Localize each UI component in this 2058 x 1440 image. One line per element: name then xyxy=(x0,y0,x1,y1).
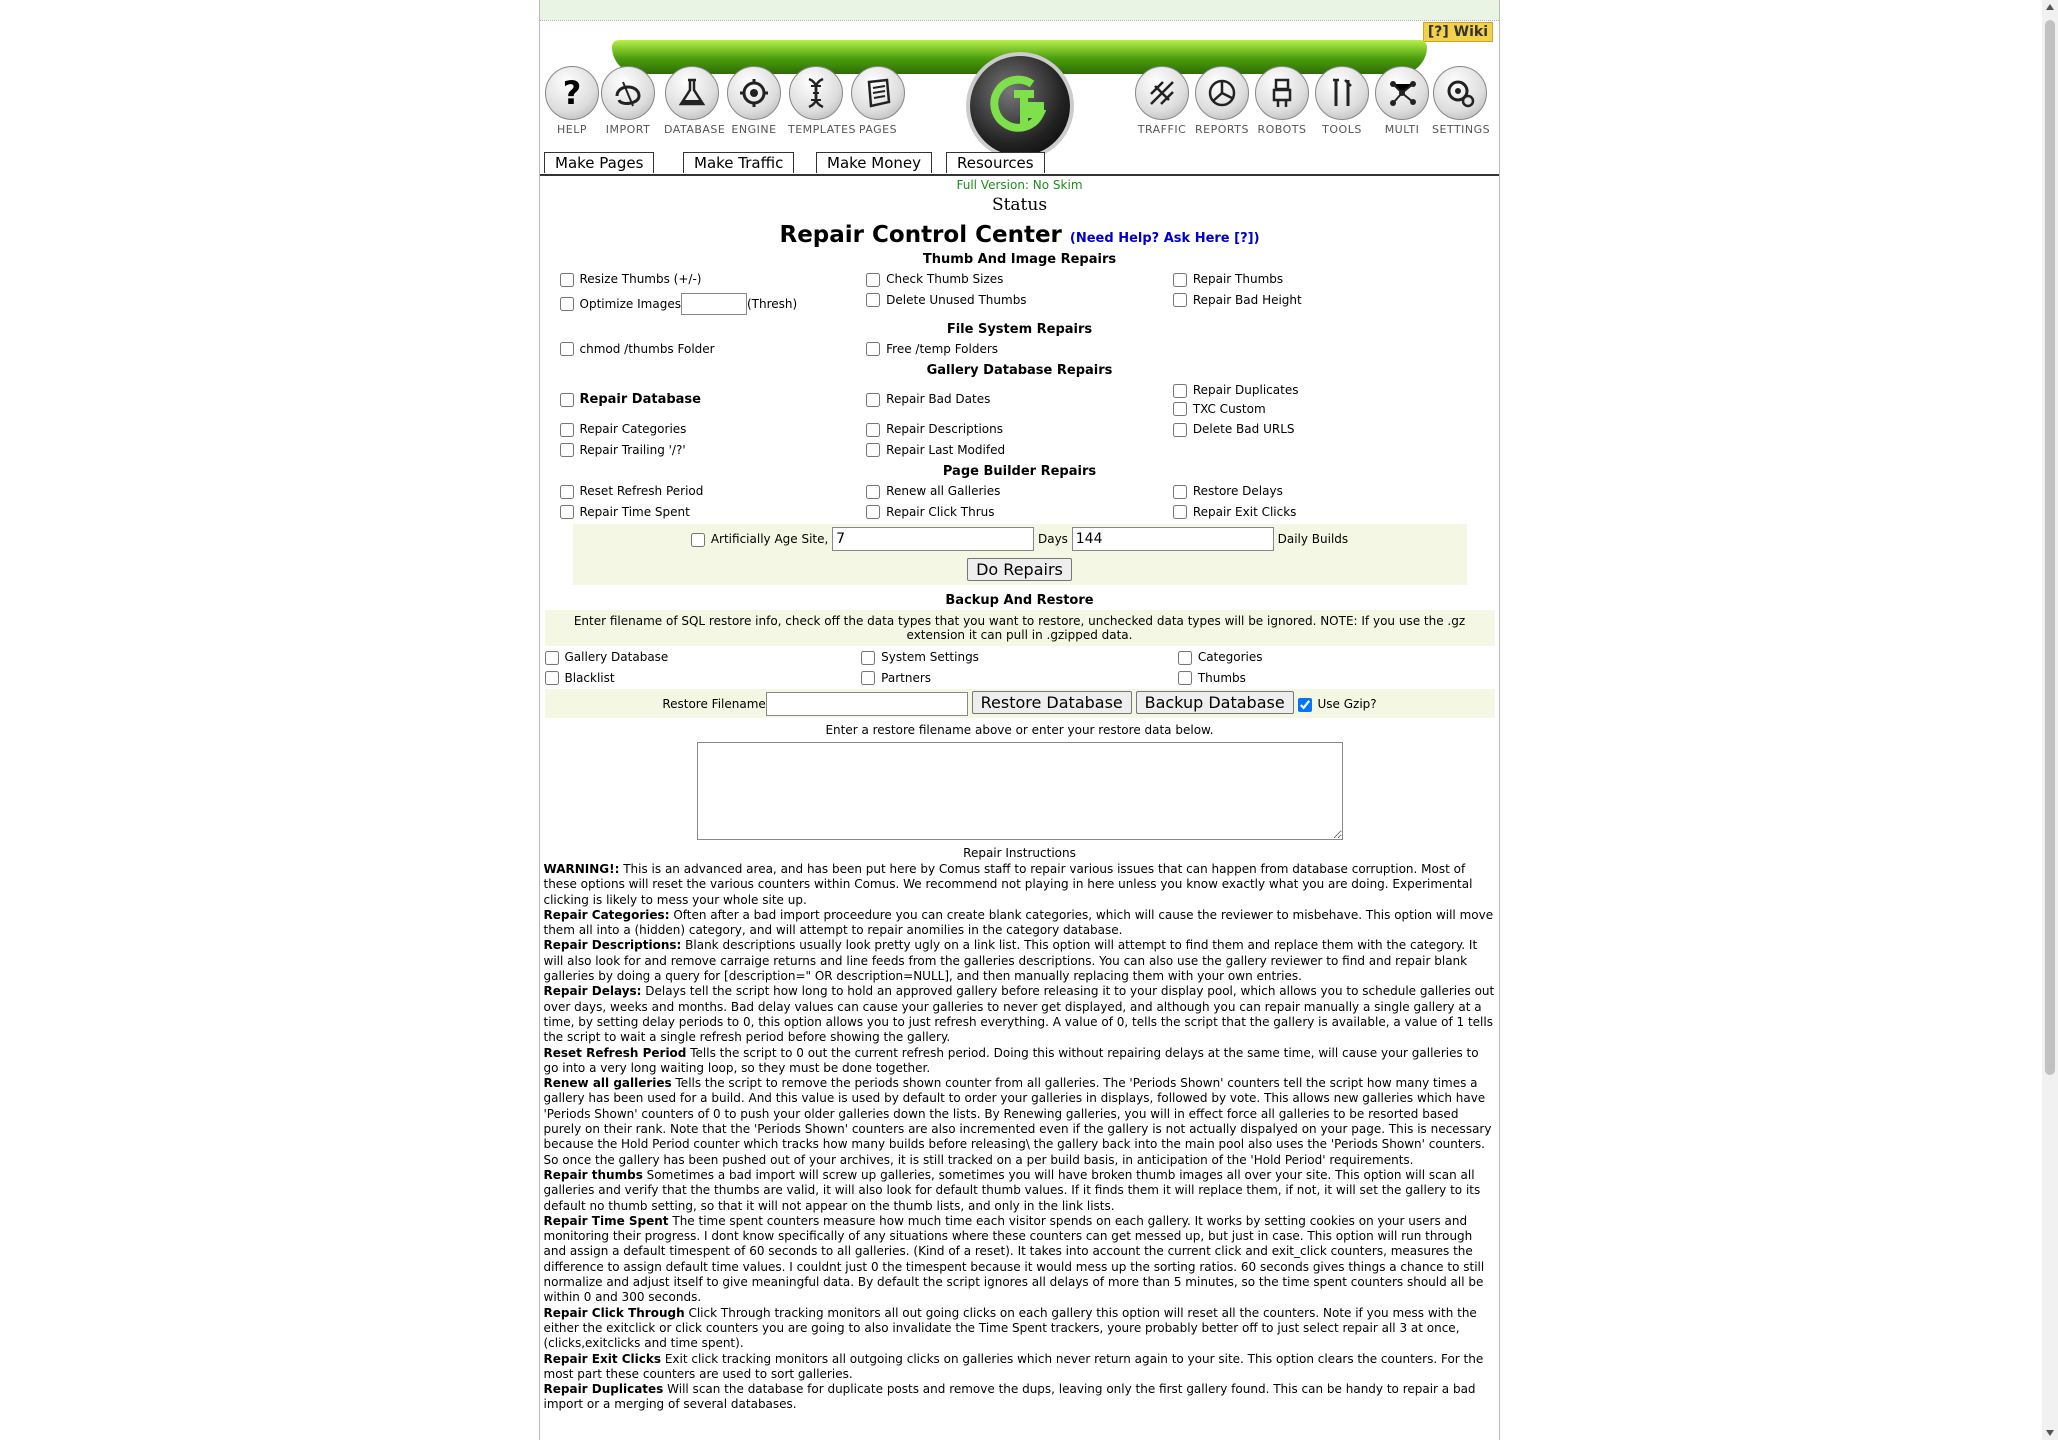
age-days-input[interactable] xyxy=(832,527,1034,551)
nav-templates[interactable]: TEMPLATES xyxy=(788,66,844,136)
optimize-images-label: Optimize Images xyxy=(579,296,681,311)
thumb-repairs-grid xyxy=(560,269,1480,318)
top-divider xyxy=(540,20,1499,21)
free-temp-checkbox[interactable] xyxy=(866,342,880,356)
repair-categories-checkbox[interactable] xyxy=(560,423,574,437)
check-thumb-sizes-label: Check Thumb Sizes xyxy=(886,272,1004,286)
free-temp-label: Free /temp Folders xyxy=(886,341,999,356)
instruction-item: Repair Delays: Delays tell the script how long to hold an approved gallery before releasing it to your display pool, which allows you to schedule galleries out over days, weeks and months. Bad delay values can cause your galleries to never get displayed, and although you can repair manually a single gallery at a time, by setting delay periods to 0, this option allows you to just refresh everything. A value of 0, tells the script that the gallery is available, a value of 1 tells the script to wait a single refresh period before showing the gallery. xyxy=(543,984,1495,1045)
do-repairs-button[interactable]: Do Repairs xyxy=(967,558,1072,581)
chmod-thumbs-label: chmod /thumbs Folder xyxy=(579,341,715,356)
tools-icon xyxy=(1325,76,1359,110)
daily-builds-input[interactable] xyxy=(1072,527,1274,551)
section-thumb-repairs: Thumb And Image Repairs xyxy=(922,252,1117,267)
nav-engine[interactable]: ENGINE xyxy=(726,66,782,136)
reset-refresh-checkbox[interactable] xyxy=(560,485,574,499)
main-tabs xyxy=(540,150,1499,176)
nav-traffic[interactable]: TRAFFIC xyxy=(1134,66,1190,136)
use-gzip-label: Use Gzip? xyxy=(1317,697,1377,711)
gallery-repairs-grid xyxy=(560,380,1480,460)
section-gallery-repairs: Gallery Database Repairs xyxy=(926,363,1113,378)
nav-reports[interactable]: REPORTS xyxy=(1194,66,1250,136)
blacklist-checkbox[interactable] xyxy=(545,671,559,685)
repair-click-thrus-checkbox[interactable] xyxy=(866,505,880,519)
nav-settings[interactable]: SETTINGS xyxy=(1432,66,1488,136)
gallery-database-label: Gallery Database xyxy=(564,650,669,664)
nav-tools[interactable]: TOOLS xyxy=(1314,66,1370,136)
section-pagebuilder-repairs: Page Builder Repairs xyxy=(942,464,1097,479)
system-settings-label: System Settings xyxy=(881,650,979,664)
flask-icon xyxy=(675,76,709,110)
fs-repairs-grid xyxy=(560,339,1480,360)
categories-label: Categories xyxy=(1197,650,1263,664)
repair-last-modified-label: Repair Last Modifed xyxy=(886,442,1006,457)
thumbs-checkbox[interactable] xyxy=(1178,671,1192,685)
traffic-icon xyxy=(1145,76,1179,110)
restore-bar xyxy=(545,689,1495,718)
instruction-item: Reset Refresh Period Tells the script to 0 out the current refresh period. Doing this without repairing delays at the same time, will cause your galleries to go into a very long waiting loop, so they must be done together. xyxy=(543,1045,1479,1075)
page-frame xyxy=(539,0,1500,1440)
instruction-item: Repair Descriptions: Blank descriptions usually look pretty ugly on a link list. This option will attempt to find them and replace them with the category. It will also look for and remove carraige returns and line feeds from the galleries descriptions. You can also use the gallery reviewer to find and repair blank galleries by doing a query for [description=" OR description=NULL], and then manually replacing them with your own entries. xyxy=(543,938,1478,984)
repair-bad-height-checkbox[interactable] xyxy=(1173,293,1187,307)
section-fs-repairs: File System Repairs xyxy=(946,321,1093,337)
section-backup: Backup And Restore xyxy=(945,593,1094,608)
restore-filename-label: Restore Filename xyxy=(662,697,766,711)
txc-custom-label: TXC Custom xyxy=(1192,401,1266,416)
scroll-up-icon[interactable] xyxy=(2046,4,2054,10)
instructions-list xyxy=(544,862,1496,1413)
instruction-item: Repair Duplicates Will scan the database for duplicate posts and remove the dups, leaving only the first gallery found. This can be handy to repair a bad import or a merging of several databases. xyxy=(543,1382,1476,1412)
use-gzip-checkbox[interactable] xyxy=(1298,698,1312,712)
pagebuilder-repairs-grid xyxy=(560,481,1480,522)
nav-pages[interactable]: PAGES xyxy=(850,66,906,136)
scrollbar-thumb[interactable] xyxy=(2045,20,2055,1075)
wiki-link[interactable]: [?] Wiki xyxy=(1423,22,1493,42)
tab-make-traffic[interactable]: Make Traffic xyxy=(683,152,794,173)
days-label: Days xyxy=(1037,532,1068,546)
resize-thumbs-checkbox[interactable] xyxy=(560,273,574,287)
blacklist-label: Blacklist xyxy=(564,670,615,685)
restore-filename-input[interactable] xyxy=(766,692,968,716)
age-site-checkbox[interactable] xyxy=(691,533,705,547)
age-site-label: Artificially Age Site, xyxy=(710,532,829,546)
nav-multi[interactable]: MULTI xyxy=(1374,66,1430,136)
settings-icon xyxy=(1443,76,1477,110)
optimize-images-checkbox[interactable] xyxy=(560,297,574,311)
repair-bad-dates-checkbox[interactable] xyxy=(866,393,880,407)
daily-builds-label: Daily Builds xyxy=(1277,532,1349,546)
repair-descriptions-checkbox[interactable] xyxy=(866,423,880,437)
tab-make-money[interactable]: Make Money xyxy=(816,152,932,173)
chmod-thumbs-checkbox[interactable] xyxy=(560,342,574,356)
repair-database-label: Repair Database xyxy=(579,392,701,407)
repair-content xyxy=(540,218,1499,1413)
renew-galleries-checkbox[interactable] xyxy=(866,485,880,499)
import-icon xyxy=(611,76,645,110)
repair-thumbs-checkbox[interactable] xyxy=(1173,273,1187,287)
logo[interactable] xyxy=(970,56,1070,156)
repair-trailing-checkbox[interactable] xyxy=(560,443,574,457)
gallery-database-checkbox[interactable] xyxy=(545,651,559,665)
repair-thumbs-label: Repair Thumbs xyxy=(1192,272,1284,286)
instruction-item: Renew all galleries Tells the script to remove the periods shown counter from all galleries. The 'Periods Shown' counters tell the script how many times a gallery has been used for a build. And this value is used by default to order your galleries in displays, followed by vote. This allows new galleries which have 'Periods Shown' counters of 0 to push your older galleries down the lists. By Renewing galleries, you will in effect force all galleries to be resorted based purely on their rank. Note that the 'Periods Shown' counters are also incremented even if the gallery is not actually dispalyed on your page. This is necessary because the Hold Period counter which tracks how many builds before releasing\ the gallery back into the main pool also uses the 'Periods Shown' counters. So once the gallery has been pushed out of your archives, it is still tracked on a per build basis, in anticipation of the 'Hold Period' requirements. xyxy=(543,1076,1492,1167)
instruction-item: Repair Time Spent The time spent counters measure how much time each visitor spends on each gallery. It works by setting cookies on your users and monitoring their progress. I dont know specifically of any situations where these counters can get messed up, but just in case. This option will run through and assign a default timespent of 60 seconds to all galleries. (Kind of a reset). It takes into account the current click and exit_click counters, measures the difference to assign default time values. I couldnt just 0 the timespent because it would mess up the sorting ratios. 60 seconds gives things a chance to still normalize and adjust itself to give meaningful data. By default the script ignores all delays of more than 5 minutes, so the time spent counters should all be within 0 and 300 seconds. xyxy=(543,1213,1485,1305)
network-icon xyxy=(1385,76,1419,110)
instructions-title: Repair Instructions xyxy=(963,846,1076,860)
delete-bad-urls-checkbox[interactable] xyxy=(1173,423,1187,437)
check-thumb-sizes-checkbox[interactable] xyxy=(866,273,880,287)
partners-label: Partners xyxy=(881,670,932,685)
thresh-input[interactable] xyxy=(681,293,747,315)
delete-unused-thumbs-label: Delete Unused Thumbs xyxy=(886,292,1027,307)
logo-icon xyxy=(988,74,1052,138)
repair-time-spent-checkbox[interactable] xyxy=(560,505,574,519)
delete-bad-urls-label: Delete Bad URLS xyxy=(1192,422,1295,436)
repair-categories-label: Repair Categories xyxy=(579,422,687,436)
repair-time-spent-label: Repair Time Spent xyxy=(579,504,690,519)
robot-icon xyxy=(1265,76,1299,110)
repair-exit-clicks-checkbox[interactable] xyxy=(1173,505,1187,519)
top-band xyxy=(540,0,1499,20)
resize-thumbs-label: Resize Thumbs (+/-) xyxy=(579,272,702,286)
repair-trailing-label: Repair Trailing '/?' xyxy=(579,442,686,457)
repair-duplicates-label: Repair Duplicates xyxy=(1192,383,1299,397)
pages-icon xyxy=(861,76,895,110)
nav-import[interactable]: IMPORT xyxy=(600,66,656,136)
restore-delays-checkbox[interactable] xyxy=(1173,485,1187,499)
age-site-bar xyxy=(573,524,1467,554)
backup-types-grid xyxy=(545,646,1495,687)
page-title xyxy=(540,222,1499,248)
restore-database-button[interactable]: Restore Database xyxy=(972,691,1132,714)
instruction-item: WARNING!: This is an advanced area, and has been put here by Comus staff to repair various issues that can happen from database corruption. Most of these options will reset the various counters within Comus. We recommend not playing in here unless you know exactly what you are doing. Experimental clicking is likely to mess your whole site up. xyxy=(543,862,1473,907)
repair-title: Repair Control Center xyxy=(779,222,1062,248)
partners-checkbox[interactable] xyxy=(861,671,875,685)
repair-database-checkbox[interactable] xyxy=(560,393,574,407)
restore-delays-label: Restore Delays xyxy=(1192,484,1283,498)
nav-help[interactable]: ? HELP xyxy=(544,66,600,136)
reports-icon xyxy=(1205,76,1239,110)
tab-make-pages[interactable]: Make Pages xyxy=(544,152,654,173)
status-heading: Status xyxy=(991,195,1048,215)
system-settings-checkbox[interactable] xyxy=(861,651,875,665)
repair-exit-clicks-label: Repair Exit Clicks xyxy=(1192,504,1297,519)
question-icon: ? xyxy=(562,74,582,112)
repair-bad-dates-label: Repair Bad Dates xyxy=(886,392,991,407)
instruction-item: Repair Categories: Often after a bad import proceedure you can create blank categories, which will cause the reviewer to misbehave. This option will move them all into a (hidden) category, and will attempt to repair anomilies in the category database. xyxy=(543,907,1494,938)
backup-note: Enter filename of SQL restore info, check off the data types that you want to restore, unchecked data types will be ignored. NOTE: If you use the .gz extension it can pull in .gzipped data. xyxy=(545,610,1495,646)
instruction-item: Repair thumbs Sometimes a bad import will screw up galleries, sometimes you will have broken thumb images all over your site. This option will scan all galleries and verify that the thumbs are valid, it will also look for default thumb values. If it finds them it will replace them, if not, it will set the gallery to its default no thumb setting, so that it will not appear on the thumb lists, and only in the link lists. xyxy=(543,1167,1481,1213)
repair-last-modified-checkbox[interactable] xyxy=(866,443,880,457)
header xyxy=(540,26,1499,146)
dna-icon xyxy=(799,76,833,110)
repair-descriptions-label: Repair Descriptions xyxy=(886,422,1003,436)
thumbs-label: Thumbs xyxy=(1197,670,1246,685)
categories-checkbox[interactable] xyxy=(1178,651,1192,665)
reset-refresh-label: Reset Refresh Period xyxy=(579,484,704,498)
txc-custom-checkbox[interactable] xyxy=(1173,402,1187,416)
engine-icon xyxy=(737,76,771,110)
backup-database-button[interactable]: Backup Database xyxy=(1136,691,1294,714)
version-label: Full Version: No Skim xyxy=(956,178,1083,192)
restore-data-textarea[interactable] xyxy=(697,742,1343,840)
tab-resources[interactable]: Resources xyxy=(946,152,1045,173)
repair-duplicates-checkbox[interactable] xyxy=(1173,384,1187,398)
nav-robots[interactable]: ROBOTS xyxy=(1254,66,1310,136)
instruction-item: Repair Exit Clicks Exit click tracking monitors all outgoing clicks on galleries which never return again to your site. This option clears the counters. For the most part these counters are used to sort galleries. xyxy=(543,1351,1484,1381)
scroll-down-icon[interactable] xyxy=(2046,1430,2054,1436)
restore-data-note: Enter a restore filename above or enter your restore data below. xyxy=(825,723,1214,737)
vertical-scrollbar[interactable] xyxy=(2042,0,2058,1440)
repair-bad-height-label: Repair Bad Height xyxy=(1192,292,1302,307)
thresh-label: (Thresh) xyxy=(746,296,798,311)
do-repairs-bar xyxy=(573,554,1467,585)
help-link[interactable]: (Need Help? Ask Here [?]) xyxy=(1069,231,1260,246)
repair-click-thrus-label: Repair Click Thrus xyxy=(886,504,995,519)
nav-database[interactable]: DATABASE xyxy=(664,66,720,136)
delete-unused-thumbs-checkbox[interactable] xyxy=(866,293,880,307)
renew-galleries-label: Renew all Galleries xyxy=(886,484,1001,498)
instruction-item: Repair Click Through Click Through tracking monitors all out going clicks on each gallery this option will reset all the counters. Note if you mess with the either the exitclick or click counters you are going to also invalidate the Time Spent trackers, youre probably better off to just select repair all 3 at once, (clicks,exitclicks and time spent). xyxy=(543,1305,1477,1351)
